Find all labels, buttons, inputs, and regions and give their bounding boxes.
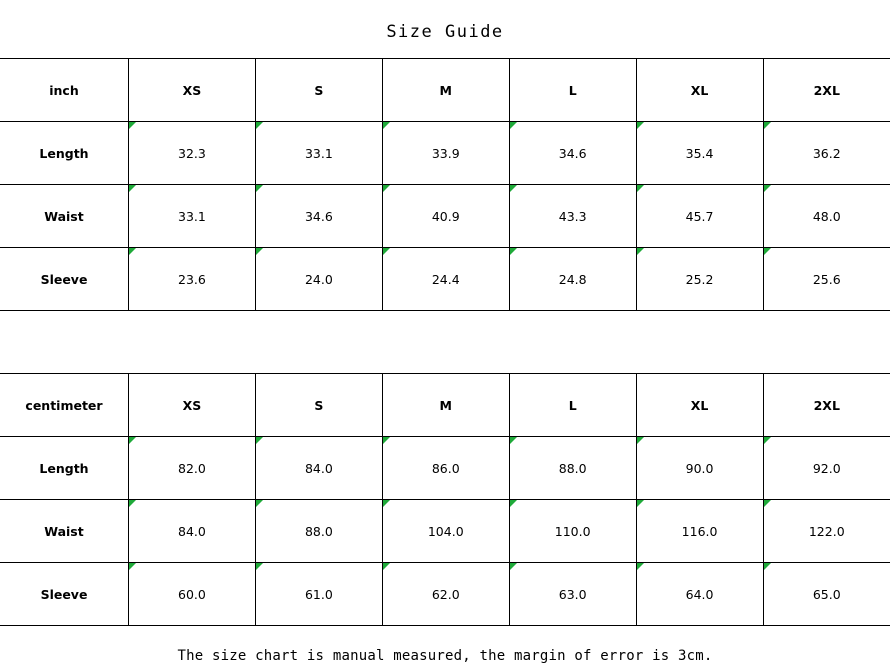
corner-marker-icon <box>637 185 644 192</box>
corner-marker-icon <box>256 185 263 192</box>
cell-value: 82.0 <box>178 460 206 476</box>
cell-value: 63.0 <box>558 586 587 602</box>
cell-length-l <box>509 122 636 185</box>
cell-value: 36.2 <box>812 145 841 161</box>
cell-value: 24.4 <box>431 271 460 287</box>
unit-label-inch: inch <box>0 59 129 122</box>
cell-waist-xl <box>636 185 763 248</box>
corner-marker-icon <box>637 122 644 129</box>
cell-value: 64.0 <box>685 586 714 602</box>
cell-waist-xs <box>129 185 256 248</box>
cell-value: 25.6 <box>812 271 841 287</box>
cell-value: 86.0 <box>431 460 460 476</box>
cell-value: 48.0 <box>812 208 841 224</box>
row-label-waist: Waist <box>0 500 129 563</box>
cell-value: 88.0 <box>304 523 333 539</box>
corner-marker-icon <box>764 500 771 507</box>
cell-length-s <box>255 437 382 500</box>
corner-marker-icon <box>383 437 390 444</box>
cell-value: 110.0 <box>554 523 591 539</box>
corner-marker-icon <box>764 122 771 129</box>
corner-marker-icon <box>510 185 517 192</box>
corner-marker-icon <box>510 500 517 507</box>
size-header-xl: XL <box>636 59 763 122</box>
cell-value: 92.0 <box>812 460 841 476</box>
cell-value: 84.0 <box>178 523 206 539</box>
corner-marker-icon <box>637 437 644 444</box>
corner-marker-icon <box>764 437 771 444</box>
cell-waist-s <box>255 500 382 563</box>
corner-marker-icon <box>256 563 263 570</box>
corner-marker-icon <box>256 437 263 444</box>
cell-sleeve-xs <box>129 248 256 311</box>
row-label-sleeve: Sleeve <box>0 248 129 311</box>
corner-marker-icon <box>637 500 644 507</box>
table-row <box>0 500 890 563</box>
cell-length-xs <box>129 437 256 500</box>
size-header-l: L <box>509 59 636 122</box>
row-label-length: Length <box>0 122 129 185</box>
cell-length-xs <box>129 122 256 185</box>
cell-length-l <box>509 437 636 500</box>
cell-value: 32.3 <box>178 145 206 161</box>
cell-value: 84.0 <box>304 460 333 476</box>
table-row <box>0 563 890 626</box>
cell-sleeve-xs <box>129 563 256 626</box>
size-header-s: S <box>255 374 382 437</box>
cell-value: 25.2 <box>685 271 714 287</box>
corner-marker-icon <box>129 500 136 507</box>
cell-value: 90.0 <box>685 460 714 476</box>
corner-marker-icon <box>256 248 263 255</box>
cell-waist-xl <box>636 500 763 563</box>
cell-sleeve-xl <box>636 563 763 626</box>
table-row <box>0 122 890 185</box>
cell-value: 34.6 <box>304 208 333 224</box>
cell-value: 33.1 <box>304 145 333 161</box>
size-table-inch <box>0 58 890 311</box>
cell-value: 104.0 <box>427 523 464 539</box>
size-header-m: M <box>382 374 509 437</box>
size-header-2xl: 2XL <box>763 59 890 122</box>
size-header-s: S <box>255 59 382 122</box>
cell-value: 65.0 <box>812 586 841 602</box>
cell-value: 88.0 <box>558 460 587 476</box>
cell-sleeve-2xl <box>763 563 890 626</box>
cell-length-xl <box>636 122 763 185</box>
row-label-waist: Waist <box>0 185 129 248</box>
measurement-footnote: The size chart is manual measured, the margin of error is 3cm. <box>177 648 713 664</box>
size-header-2xl: 2XL <box>763 374 890 437</box>
cell-sleeve-s <box>255 563 382 626</box>
row-label-sleeve: Sleeve <box>0 563 129 626</box>
corner-marker-icon <box>129 248 136 255</box>
table-row <box>0 248 890 311</box>
table-header-row <box>0 59 890 122</box>
cell-length-m <box>382 122 509 185</box>
table-spacer <box>0 311 890 373</box>
cell-waist-m <box>382 500 509 563</box>
corner-marker-icon <box>510 248 517 255</box>
corner-marker-icon <box>637 248 644 255</box>
corner-marker-icon <box>129 563 136 570</box>
table-row <box>0 185 890 248</box>
cell-value: 23.6 <box>178 271 206 287</box>
cell-sleeve-m <box>382 563 509 626</box>
cell-value: 60.0 <box>178 586 206 602</box>
size-header-m: M <box>382 59 509 122</box>
corner-marker-icon <box>383 185 390 192</box>
size-header-xs: XS <box>129 374 256 437</box>
cell-sleeve-l <box>509 563 636 626</box>
corner-marker-icon <box>383 248 390 255</box>
cell-value: 116.0 <box>681 523 718 539</box>
cell-sleeve-s <box>255 248 382 311</box>
corner-marker-icon <box>637 563 644 570</box>
corner-marker-icon <box>129 122 136 129</box>
cell-length-2xl <box>763 437 890 500</box>
size-header-xl: XL <box>636 374 763 437</box>
corner-marker-icon <box>256 500 263 507</box>
cell-waist-s <box>255 185 382 248</box>
cell-length-2xl <box>763 122 890 185</box>
corner-marker-icon <box>764 563 771 570</box>
cell-value: 33.9 <box>431 145 460 161</box>
size-header-l: L <box>509 374 636 437</box>
unit-label-centimeter: centimeter <box>0 374 129 437</box>
cell-value: 122.0 <box>808 523 845 539</box>
row-label-length: Length <box>0 437 129 500</box>
corner-marker-icon <box>129 185 136 192</box>
corner-marker-icon <box>764 185 771 192</box>
page-title: Size Guide <box>386 22 504 42</box>
corner-marker-icon <box>510 563 517 570</box>
cell-waist-2xl <box>763 500 890 563</box>
cell-sleeve-m <box>382 248 509 311</box>
cell-waist-2xl <box>763 185 890 248</box>
cell-value: 62.0 <box>431 586 460 602</box>
cell-waist-l <box>509 500 636 563</box>
cell-sleeve-2xl <box>763 248 890 311</box>
corner-marker-icon <box>129 437 136 444</box>
cell-sleeve-xl <box>636 248 763 311</box>
corner-marker-icon <box>764 248 771 255</box>
cell-waist-m <box>382 185 509 248</box>
cell-value: 61.0 <box>304 586 333 602</box>
corner-marker-icon <box>383 563 390 570</box>
cell-value: 34.6 <box>558 145 587 161</box>
cell-value: 40.9 <box>431 208 460 224</box>
size-table-centimeter <box>0 373 890 626</box>
corner-marker-icon <box>383 500 390 507</box>
cell-value: 43.3 <box>558 208 587 224</box>
cell-value: 33.1 <box>178 208 206 224</box>
cell-value: 35.4 <box>685 145 714 161</box>
corner-marker-icon <box>256 122 263 129</box>
corner-marker-icon <box>510 437 517 444</box>
cell-waist-l <box>509 185 636 248</box>
cell-value: 24.8 <box>558 271 587 287</box>
table-header-row <box>0 374 890 437</box>
cell-sleeve-l <box>509 248 636 311</box>
cell-value: 45.7 <box>685 208 714 224</box>
cell-waist-xs <box>129 500 256 563</box>
size-header-xs: XS <box>129 59 256 122</box>
cell-length-xl <box>636 437 763 500</box>
corner-marker-icon <box>383 122 390 129</box>
cell-length-m <box>382 437 509 500</box>
table-row <box>0 437 890 500</box>
cell-length-s <box>255 122 382 185</box>
cell-value: 24.0 <box>304 271 333 287</box>
corner-marker-icon <box>510 122 517 129</box>
